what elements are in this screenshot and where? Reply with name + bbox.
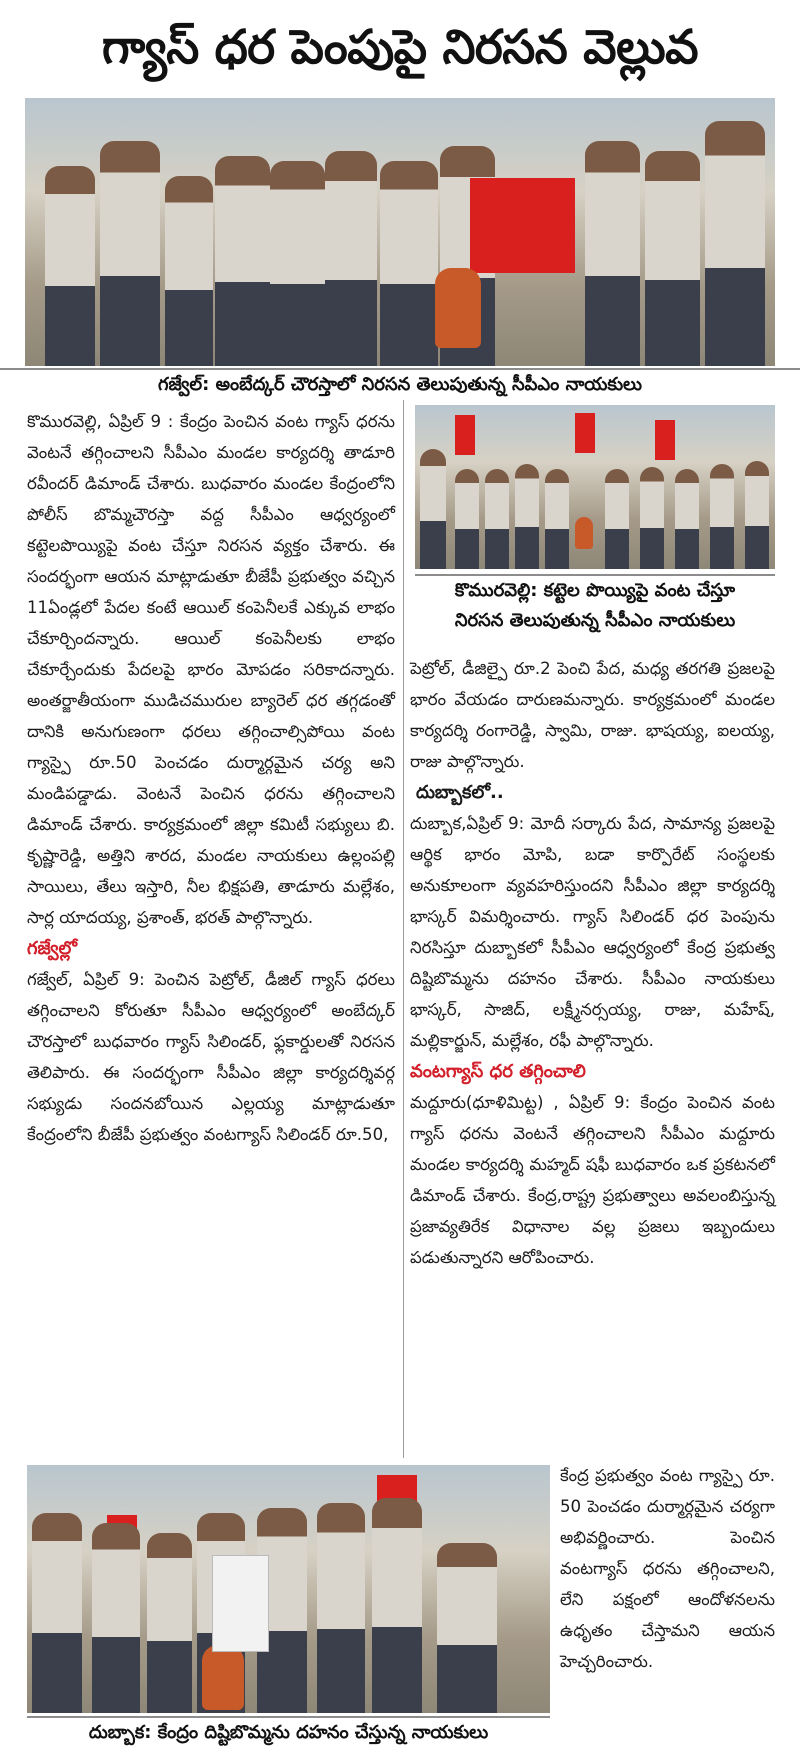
madduru-paragraph-continued: కేంద్ర ప్రభుత్వం వంట గ్యాస్పై రూ. 50 పెంచడం దుర్మార్గమైన చర్యగా అభివర్ణించారు. పెంచిన వంటగ్యాస్ ధరను తగ్గించాలని, లేని పక్షంలో ఆందోళనలను ఉధృతం చేస్తామని ఆయన హెచ్చరించారు. (560, 1466, 775, 1671)
left-column (27, 406, 395, 1150)
photo-komuravelli-protest (415, 405, 775, 569)
photo1-caption: గజ్వేల్: అంబేద్కర్ చౌరస్తాలో నిరసన తెలుపుతున్న సీపీఎం నాయకులు (0, 368, 800, 400)
vantagas-subheading: వంటగ్యాస్ ధర తగ్గించాలి (410, 1061, 586, 1082)
dubbaka-subheading: దుబ్బాకలో.. (416, 782, 504, 803)
photo2-caption-line2: నిరసన తెలుపుతున్న సీపీఎం నాయకులు (454, 610, 736, 631)
headline: గ్యాస్ ధర పెంపుపై నిరసన వెల్లువ (101, 20, 699, 75)
dubbaka-paragraph: దుబ్బాక,ఏప్రిల్ 9: మోదీ సర్కారు పేద, సామాన్య ప్రజలపై ఆర్థిక భారం మోపి, బడా కార్పొరేట్ సంస్థలకు అనుకూలంగా వ్యవహరిస్తుందని సీపీఎం జిల్లా కార్యదర్శి భాస్కర్ విమర్శించారు. గ్యాస్ సిలిండర్ ధర పెంపును నిరసిస్తూ దుబ్బాకలో సీపీఎం ఆధ్వర్యంలో కేంద్ర ప్రభుత్వ దిష్టిబొమ్మను దహనం చేశారు. సీపీఎం నాయకులు భాస్కర్, సాజిద్, లక్ష్మీనర్సయ్య, రాజు, మహేష్, మల్లికార్జున్, మల్లేశం, రఫీ పాల్గొన్నారు. (410, 814, 775, 1050)
photo-dubbaka-effigy (27, 1465, 550, 1713)
madduru-paragraph: మద్దూరు(ధూళిమిట్ట) , ఏప్రిల్ 9: కేంద్రం పెంచిన వంట గ్యాస్ ధరను వెంటనే తగ్గించాలని సీపీఎం మద్దూరు మండల కార్యదర్శి మహ్మద్ షఫీ బుధవారం ఒక ప్రకటనలో డిమాండ్ చేశారు. కేంద్ర,రాష్ట్ర ప్రభుత్వాలు అవలంబిస్తున్న ప్రజావ్యతిరేక విధానాల వల్ల ప్రజలు ఇబ్బందులు పడుతున్నారని ఆరోపించారు. (410, 1093, 775, 1267)
right-column (410, 653, 775, 1273)
gajwel-subheading: గజ్వేల్లో (27, 938, 77, 959)
gajwel-continued-paragraph: పెట్రోల్, డీజిల్పై రూ.2 పెంచి పేద, మధ్య తరగతి ప్రజలపై భారం వేయడం దారుణమన్నారు. కార్యక్రమంలో మండల కార్యదర్శి రంగారెడ్డి, స్వామి, రాజు. భాషయ్య, ఐలయ్య, రాజు పాల్గొన్నారు. (410, 659, 775, 771)
photo2-caption-line1: కొమురవెల్లి: కట్టెల పొయ్యిపై వంట చేస్తూ (415, 574, 775, 606)
photo-gajwel-protest (25, 98, 775, 366)
komuravelli-paragraph: కొమురవెల్లి, ఏప్రిల్ 9 : కేంద్రం పెంచిన వంట గ్యాస్ ధరను వెంటనే తగ్గించాలని సీపీఎం మండల కార్యదర్శి తాడూరి రవీందర్ డిమాండ్ చేశారు. బుధవారం మండల కేంద్రంలోని పోలీస్ బొమ్మచౌరస్తా వద్ద సీపీఎం ఆధ్వర్యంలో కట్టెలపొయ్యిపై వంట చేస్తూ నిరసన వ్యక్తం చేశారు. ఈ సందర్భంగా ఆయన మాట్లాడుతూ బీజేపీ ప్రభుత్వం వచ్చిన 11ఏండ్లలో పేదల కంటే ఆయిల్ కంపెనీలకే ఎక్కువ లాభం చేకూర్చిందన్నారు. ఆయిల్ కంపెనీలకు లాభం చేకూర్చేందుకు పేదలపై భారం మోపడం సరికాదన్నారు. అంతర్జాతీయంగా ముడిచమురుల బ్యారెల్ ధర తగ్గడంతో దానికి అనుగుణంగా ధరలు తగ్గించాల్సిపోయి వంట గ్యాస్పై రూ.50 పెంచడం దుర్మార్గమైన చర్య అని మండిపడ్డాడు. వెంటనే పెంచిన ధరను తగ్గించాలని డిమాండ్ చేశారు. కార్యక్రమంలో జిల్లా కమిటీ సభ్యులు బి. కృష్ణారెడ్డి, అత్తిని శారద, మండల నాయకులు ఉల్లంపల్లి సాయిలు, తేలు ఇస్తారి, నీల భిక్షపతి, తాడూరు మల్లేశం, సార్ల యాదయ్య, ప్రశాంత్, భరత్ పాల్గొన్నారు. (27, 412, 395, 927)
photo3-caption: దుబ్బాక: కేంద్రం దిష్టిబొమ్మను దహనం చేస్తున్న నాయకులు (27, 1716, 550, 1748)
gajwel-paragraph: గజ్వేల్, ఏప్రిల్ 9: పెంచిన పెట్రోల్, డీజిల్ గ్యాస్ ధరలు తగ్గించాలని కోరుతూ సీపీఎం ఆధ్వర్యంలో అంబేద్కర్ చౌరస్తాలో బుధవారం గ్యాస్ సిలిండర్, ఫ్లకార్డులతో నిరసన తెలిపారు. ఈ సందర్భంగా సీపీఎం జిల్లా కార్యదర్శివర్గ సభ్యుడు సందనబోయిన ఎల్లయ్య మాట్లాడుతూ కేంద్రంలోని బీజేపీ ప్రభుత్వం వంటగ్యాస్ సిలిండర్ రూ.50, (27, 970, 395, 1144)
column-divider (403, 400, 404, 1458)
